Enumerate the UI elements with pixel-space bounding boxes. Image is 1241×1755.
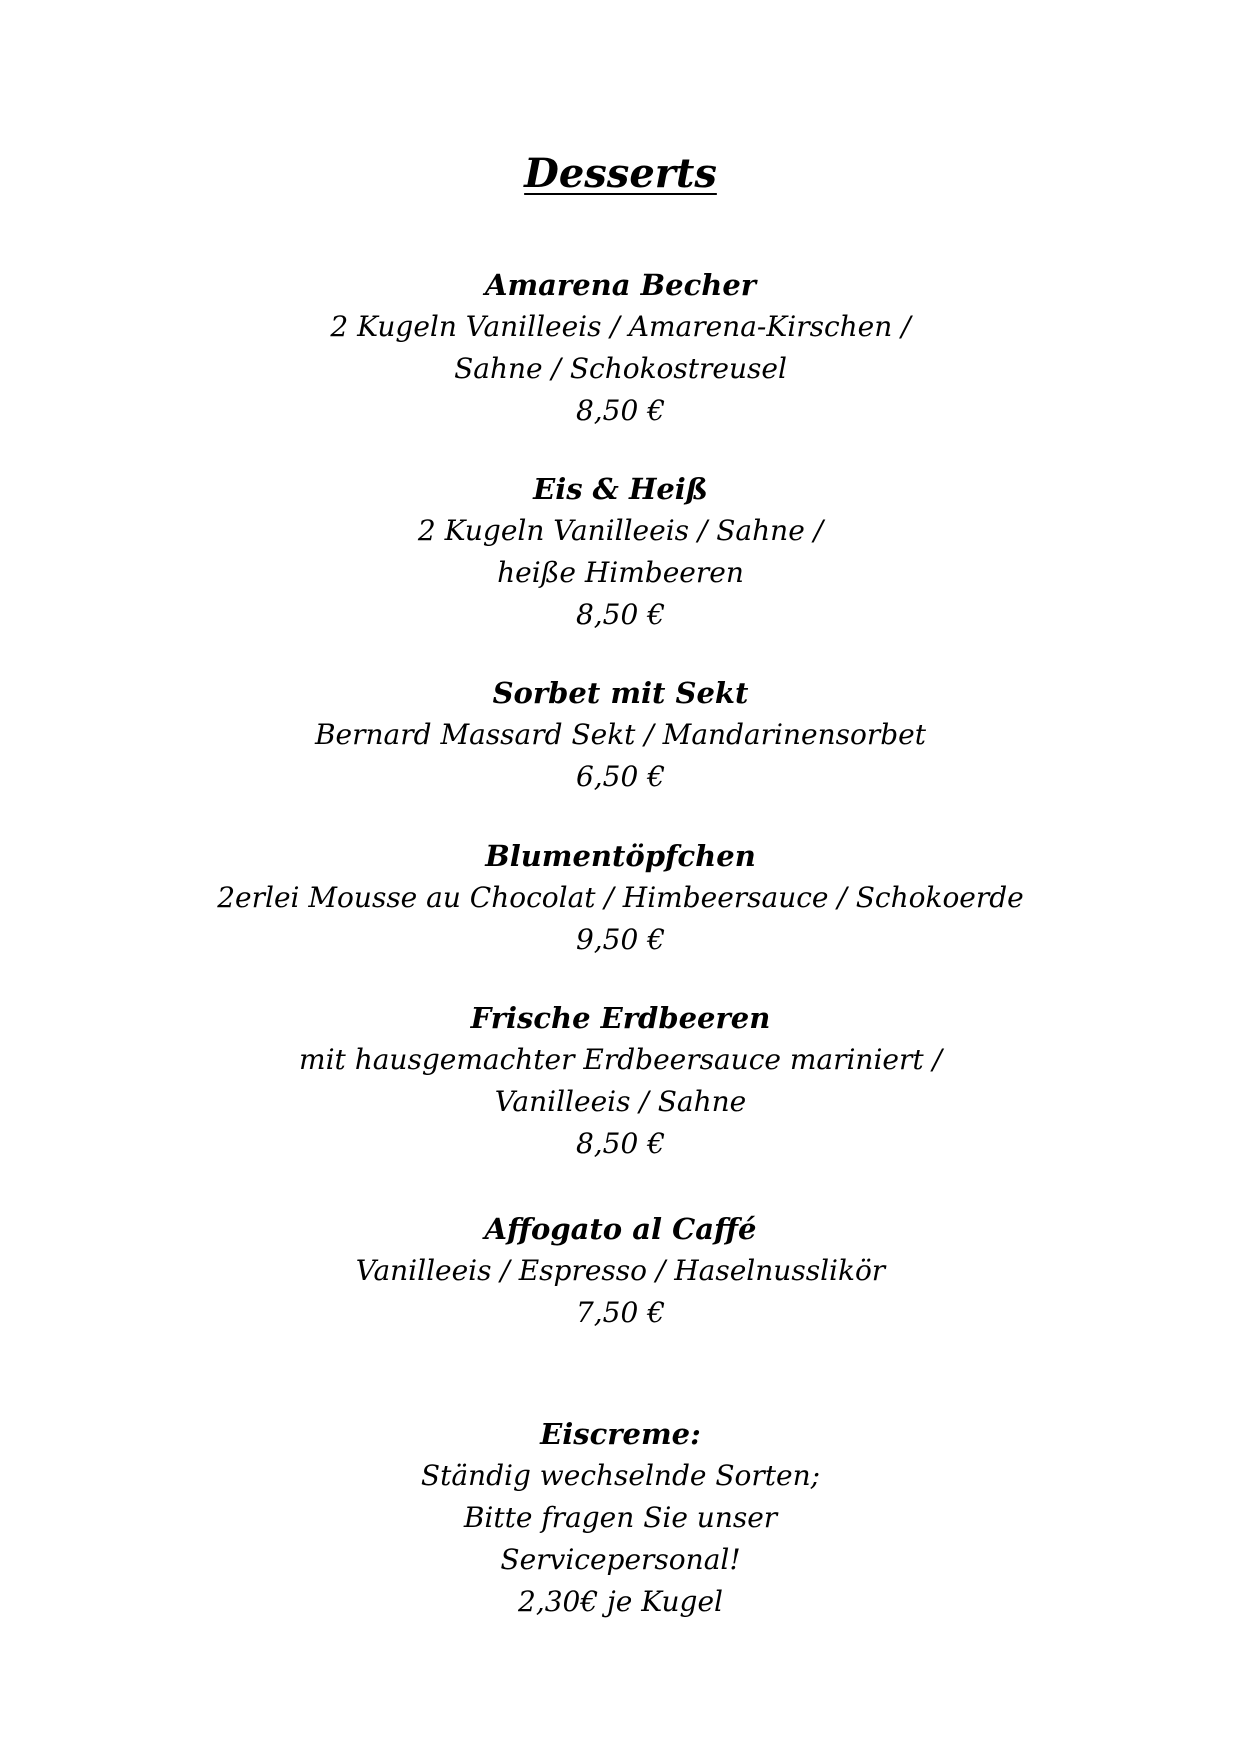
icecream-price: 2,30€ je Kugel xyxy=(518,1585,723,1618)
menu-item-eis-heiss xyxy=(0,468,1241,636)
item-name: Affogato al Caffé xyxy=(484,1212,757,1246)
item-description-line: 2erlei Mousse au Chocolat / Himbeersauce / Schokoerde xyxy=(217,881,1024,914)
item-name: Frische Erdbeeren xyxy=(470,1001,771,1035)
item-description-line: 2 Kugeln Vanilleeis / Sahne / xyxy=(417,514,824,547)
item-price: 9,50 € xyxy=(575,923,666,956)
menu-item-amarena-becher xyxy=(0,264,1241,432)
item-description-line: heiße Himbeeren xyxy=(497,556,744,589)
menu-item-affogato-al-caffe xyxy=(0,1208,1241,1334)
icecream-line: Ständig wechselnde Sorten; xyxy=(420,1459,821,1492)
item-price: 6,50 € xyxy=(575,760,666,793)
item-description-line: Vanilleeis / Sahne xyxy=(494,1085,747,1118)
item-price: 7,50 € xyxy=(575,1296,666,1329)
icecream-line: Bitte fragen Sie unser xyxy=(463,1501,778,1534)
menu-item-sorbet-mit-sekt xyxy=(0,672,1241,798)
item-price: 8,50 € xyxy=(575,598,666,631)
menu-item-blumentoepfchen xyxy=(0,835,1241,961)
item-description-line: Sahne / Schokostreusel xyxy=(454,352,787,385)
item-name: Blumentöpfchen xyxy=(485,839,756,873)
page-title: Desserts xyxy=(524,150,717,197)
item-description-line: Vanilleeis / Espresso / Haselnusslikör xyxy=(355,1254,886,1287)
icecream-section xyxy=(0,1413,1241,1623)
item-price: 8,50 € xyxy=(575,394,666,427)
item-name: Amarena Becher xyxy=(484,268,757,302)
icecream-heading: Eiscreme: xyxy=(540,1417,701,1451)
item-name: Sorbet mit Sekt xyxy=(492,676,749,710)
item-description-line: Bernard Massard Sekt / Mandarinensorbet xyxy=(314,718,927,751)
item-price: 8,50 € xyxy=(575,1127,666,1160)
item-name: Eis & Heiß xyxy=(533,472,708,506)
item-description-line: mit hausgemachter Erdbeersauce mariniert / xyxy=(299,1043,942,1076)
item-description-line: 2 Kugeln Vanilleeis / Amarena-Kirschen / xyxy=(330,310,911,343)
menu-item-frische-erdbeeren xyxy=(0,997,1241,1165)
icecream-line: Servicepersonal! xyxy=(500,1543,741,1576)
